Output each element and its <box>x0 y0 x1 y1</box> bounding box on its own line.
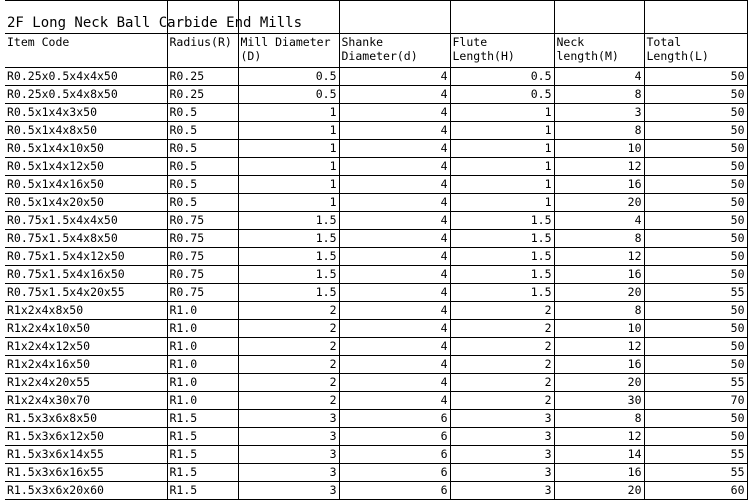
cell-flute-length[interactable]: 1.5 <box>450 266 554 284</box>
cell-radius[interactable]: R0.75 <box>167 212 238 230</box>
cell-shank-diameter[interactable]: 4 <box>339 284 450 302</box>
header-item-code[interactable]: Item Code <box>5 34 167 68</box>
cell-item-code[interactable]: R1.5x3x6x16x55 <box>5 464 167 482</box>
cell-item-code[interactable]: R0.5x1x4x16x50 <box>5 176 167 194</box>
header-shank-diameter[interactable]: Shanke Diameter(d) <box>339 34 450 68</box>
cell-flute-length[interactable]: 1 <box>450 140 554 158</box>
cell-shank-diameter[interactable]: 4 <box>339 68 450 86</box>
cell-item-code[interactable]: R1.5x3x6x8x50 <box>5 410 167 428</box>
empty-cell[interactable] <box>450 1 554 34</box>
table-row <box>5 176 747 194</box>
end-mills-table <box>5 0 748 500</box>
table-row <box>5 248 747 266</box>
table-row <box>5 140 747 158</box>
cell-mill-diameter[interactable]: 2 <box>238 356 339 374</box>
cell-total-length[interactable]: 50 <box>644 122 747 140</box>
cell-total-length[interactable]: 50 <box>644 140 747 158</box>
cell-total-length[interactable]: 50 <box>644 176 747 194</box>
table-row <box>5 284 747 302</box>
cell-radius[interactable]: R0.25 <box>167 68 238 86</box>
cell-mill-diameter[interactable]: 0.5 <box>238 68 339 86</box>
cell-mill-diameter[interactable]: 1.5 <box>238 266 339 284</box>
cell-mill-diameter[interactable]: 3 <box>238 464 339 482</box>
cell-total-length[interactable]: 50 <box>644 230 747 248</box>
cell-flute-length[interactable]: 1 <box>450 194 554 212</box>
cell-item-code[interactable]: R1x2x4x10x50 <box>5 320 167 338</box>
cell-mill-diameter[interactable]: 1 <box>238 140 339 158</box>
cell-shank-diameter[interactable]: 4 <box>339 86 450 104</box>
header-total-length[interactable]: Total Length(L) <box>644 34 747 68</box>
cell-total-length[interactable]: 50 <box>644 338 747 356</box>
cell-item-code[interactable]: R1.5x3x6x14x55 <box>5 446 167 464</box>
table-row <box>5 482 747 500</box>
cell-flute-length[interactable]: 3 <box>450 410 554 428</box>
cell-item-code[interactable]: R0.75x1.5x4x4x50 <box>5 212 167 230</box>
table-row <box>5 428 747 446</box>
cell-item-code[interactable]: R0.25x0.5x4x8x50 <box>5 86 167 104</box>
cell-flute-length[interactable]: 1.5 <box>450 248 554 266</box>
cell-total-length[interactable]: 50 <box>644 356 747 374</box>
cell-flute-length[interactable]: 3 <box>450 464 554 482</box>
cell-neck-length[interactable]: 10 <box>554 320 644 338</box>
table-row <box>5 464 747 482</box>
cell-flute-length[interactable]: 1.5 <box>450 212 554 230</box>
cell-flute-length[interactable]: 2 <box>450 392 554 410</box>
cell-total-length[interactable]: 55 <box>644 284 747 302</box>
cell-neck-length[interactable]: 8 <box>554 302 644 320</box>
cell-flute-length[interactable]: 3 <box>450 428 554 446</box>
cell-neck-length[interactable]: 20 <box>554 284 644 302</box>
cell-shank-diameter[interactable]: 4 <box>339 212 450 230</box>
cell-flute-length[interactable]: 2 <box>450 320 554 338</box>
cell-item-code[interactable]: R1.5x3x6x20x60 <box>5 482 167 500</box>
cell-item-code[interactable]: R1x2x4x16x50 <box>5 356 167 374</box>
empty-cell[interactable] <box>644 1 747 34</box>
cell-radius[interactable]: R1.5 <box>167 482 238 500</box>
table-row <box>5 446 747 464</box>
cell-flute-length[interactable]: 1 <box>450 176 554 194</box>
cell-mill-diameter[interactable]: 0.5 <box>238 86 339 104</box>
cell-mill-diameter[interactable]: 1.5 <box>238 248 339 266</box>
cell-total-length[interactable]: 60 <box>644 482 747 500</box>
cell-shank-diameter[interactable]: 6 <box>339 446 450 464</box>
cell-flute-length[interactable]: 3 <box>450 482 554 500</box>
table-row <box>5 374 747 392</box>
cell-total-length[interactable]: 55 <box>644 446 747 464</box>
cell-mill-diameter[interactable]: 1 <box>238 158 339 176</box>
table-row <box>5 410 747 428</box>
cell-neck-length[interactable]: 4 <box>554 212 644 230</box>
empty-cell[interactable] <box>554 1 644 34</box>
cell-neck-length[interactable]: 8 <box>554 122 644 140</box>
table-row <box>5 338 747 356</box>
cell-radius[interactable]: R0.75 <box>167 266 238 284</box>
cell-mill-diameter[interactable]: 3 <box>238 482 339 500</box>
cell-shank-diameter[interactable]: 6 <box>339 410 450 428</box>
cell-radius[interactable]: R0.5 <box>167 158 238 176</box>
cell-item-code[interactable]: R0.25x0.5x4x4x50 <box>5 68 167 86</box>
cell-mill-diameter[interactable]: 2 <box>238 374 339 392</box>
header-mill-diameter[interactable]: Mill Diameter (D) <box>238 34 339 68</box>
cell-shank-diameter[interactable]: 4 <box>339 230 450 248</box>
title-row <box>5 1 747 34</box>
header-flute-length[interactable]: Flute Length(H) <box>450 34 554 68</box>
cell-shank-diameter[interactable]: 4 <box>339 248 450 266</box>
cell-total-length[interactable]: 50 <box>644 212 747 230</box>
cell-neck-length[interactable]: 16 <box>554 266 644 284</box>
cell-shank-diameter[interactable]: 6 <box>339 482 450 500</box>
cell-total-length[interactable]: 50 <box>644 158 747 176</box>
cell-flute-length[interactable]: 2 <box>450 338 554 356</box>
cell-mill-diameter[interactable]: 1 <box>238 176 339 194</box>
cell-flute-length[interactable]: 1.5 <box>450 230 554 248</box>
cell-neck-length[interactable]: 20 <box>554 194 644 212</box>
cell-item-code[interactable]: R0.75x1.5x4x20x55 <box>5 284 167 302</box>
cell-radius[interactable]: R1.0 <box>167 302 238 320</box>
cell-total-length[interactable]: 50 <box>644 428 747 446</box>
cell-item-code[interactable]: R1.5x3x6x12x50 <box>5 428 167 446</box>
cell-neck-length[interactable]: 20 <box>554 482 644 500</box>
empty-cell[interactable] <box>339 1 450 34</box>
table-row <box>5 320 747 338</box>
cell-neck-length[interactable]: 14 <box>554 446 644 464</box>
table-row <box>5 68 747 86</box>
cell-neck-length[interactable]: 12 <box>554 338 644 356</box>
cell-shank-diameter[interactable]: 4 <box>339 302 450 320</box>
cell-total-length[interactable]: 55 <box>644 374 747 392</box>
cell-mill-diameter[interactable]: 2 <box>238 320 339 338</box>
cell-radius[interactable]: R0.5 <box>167 194 238 212</box>
cell-shank-diameter[interactable]: 4 <box>339 320 450 338</box>
cell-shank-diameter[interactable]: 4 <box>339 338 450 356</box>
cell-item-code[interactable]: R0.75x1.5x4x12x50 <box>5 248 167 266</box>
sheet-title[interactable]: 2F Long Neck Ball Carbide End Mills <box>5 1 167 34</box>
spreadsheet <box>5 0 747 500</box>
table-row <box>5 392 747 410</box>
cell-neck-length[interactable]: 16 <box>554 176 644 194</box>
cell-mill-diameter[interactable]: 2 <box>238 338 339 356</box>
cell-mill-diameter[interactable]: 3 <box>238 446 339 464</box>
cell-radius[interactable]: R0.5 <box>167 140 238 158</box>
cell-mill-diameter[interactable]: 2 <box>238 302 339 320</box>
cell-item-code[interactable]: R0.5x1x4x12x50 <box>5 158 167 176</box>
cell-neck-length[interactable]: 10 <box>554 140 644 158</box>
cell-flute-length[interactable]: 1 <box>450 104 554 122</box>
cell-flute-length[interactable]: 2 <box>450 302 554 320</box>
cell-total-length[interactable]: 50 <box>644 302 747 320</box>
cell-item-code[interactable]: R0.75x1.5x4x8x50 <box>5 230 167 248</box>
cell-radius[interactable]: R1.0 <box>167 338 238 356</box>
table-row <box>5 158 747 176</box>
cell-radius[interactable]: R1.0 <box>167 356 238 374</box>
header-row <box>5 34 747 68</box>
cell-mill-diameter[interactable]: 1 <box>238 122 339 140</box>
cell-shank-diameter[interactable]: 4 <box>339 266 450 284</box>
cell-shank-diameter[interactable]: 4 <box>339 122 450 140</box>
cell-mill-diameter[interactable]: 1.5 <box>238 284 339 302</box>
cell-mill-diameter[interactable]: 1 <box>238 194 339 212</box>
cell-total-length[interactable]: 50 <box>644 68 747 86</box>
cell-flute-length[interactable]: 0.5 <box>450 86 554 104</box>
cell-neck-length[interactable]: 12 <box>554 248 644 266</box>
cell-shank-diameter[interactable]: 4 <box>339 140 450 158</box>
cell-shank-diameter[interactable]: 4 <box>339 176 450 194</box>
cell-shank-diameter[interactable]: 4 <box>339 158 450 176</box>
cell-neck-length[interactable]: 3 <box>554 104 644 122</box>
cell-mill-diameter[interactable]: 2 <box>238 392 339 410</box>
cell-radius[interactable]: R0.75 <box>167 284 238 302</box>
cell-flute-length[interactable]: 3 <box>450 446 554 464</box>
table-row <box>5 302 747 320</box>
table-row <box>5 122 747 140</box>
cell-radius[interactable]: R0.75 <box>167 248 238 266</box>
cell-total-length[interactable]: 50 <box>644 410 747 428</box>
cell-radius[interactable]: R1.5 <box>167 410 238 428</box>
table-row <box>5 104 747 122</box>
cell-radius[interactable]: R1.0 <box>167 374 238 392</box>
cell-radius[interactable]: R1.5 <box>167 428 238 446</box>
cell-item-code[interactable]: R0.5x1x4x10x50 <box>5 140 167 158</box>
cell-neck-length[interactable]: 8 <box>554 86 644 104</box>
cell-total-length[interactable]: 70 <box>644 392 747 410</box>
cell-neck-length[interactable]: 30 <box>554 392 644 410</box>
cell-flute-length[interactable]: 1.5 <box>450 284 554 302</box>
cell-neck-length[interactable]: 4 <box>554 68 644 86</box>
cell-neck-length[interactable]: 12 <box>554 428 644 446</box>
cell-neck-length[interactable]: 16 <box>554 356 644 374</box>
cell-total-length[interactable]: 50 <box>644 194 747 212</box>
cell-neck-length[interactable]: 12 <box>554 158 644 176</box>
cell-mill-diameter[interactable]: 3 <box>238 428 339 446</box>
cell-mill-diameter[interactable]: 1 <box>238 104 339 122</box>
cell-shank-diameter[interactable]: 4 <box>339 392 450 410</box>
cell-shank-diameter[interactable]: 4 <box>339 104 450 122</box>
cell-flute-length[interactable]: 1 <box>450 158 554 176</box>
cell-shank-diameter[interactable]: 6 <box>339 464 450 482</box>
cell-radius[interactable]: R1.0 <box>167 392 238 410</box>
header-radius[interactable]: Radius(R) <box>167 34 238 68</box>
cell-total-length[interactable]: 55 <box>644 464 747 482</box>
cell-mill-diameter[interactable]: 1.5 <box>238 212 339 230</box>
cell-shank-diameter[interactable]: 4 <box>339 356 450 374</box>
cell-radius[interactable]: R0.25 <box>167 86 238 104</box>
cell-item-code[interactable]: R0.75x1.5x4x16x50 <box>5 266 167 284</box>
cell-mill-diameter[interactable]: 3 <box>238 410 339 428</box>
cell-flute-length[interactable]: 2 <box>450 356 554 374</box>
cell-total-length[interactable]: 50 <box>644 86 747 104</box>
cell-flute-length[interactable]: 2 <box>450 374 554 392</box>
cell-total-length[interactable]: 50 <box>644 248 747 266</box>
cell-shank-diameter[interactable]: 4 <box>339 374 450 392</box>
cell-radius[interactable]: R1.5 <box>167 446 238 464</box>
cell-item-code[interactable]: R0.5x1x4x8x50 <box>5 122 167 140</box>
cell-item-code[interactable]: R1x2x4x8x50 <box>5 302 167 320</box>
cell-total-length[interactable]: 50 <box>644 104 747 122</box>
cell-flute-length[interactable]: 1 <box>450 122 554 140</box>
cell-radius[interactable]: R0.5 <box>167 122 238 140</box>
cell-item-code[interactable]: R1x2x4x20x55 <box>5 374 167 392</box>
cell-radius[interactable]: R1.5 <box>167 464 238 482</box>
table-row <box>5 86 747 104</box>
cell-neck-length[interactable]: 16 <box>554 464 644 482</box>
cell-radius[interactable]: R0.5 <box>167 104 238 122</box>
table-row <box>5 230 747 248</box>
cell-neck-length[interactable]: 8 <box>554 230 644 248</box>
cell-item-code[interactable]: R0.5x1x4x3x50 <box>5 104 167 122</box>
cell-radius[interactable]: R0.75 <box>167 230 238 248</box>
cell-shank-diameter[interactable]: 4 <box>339 194 450 212</box>
header-neck-length[interactable]: Neck length(M) <box>554 34 644 68</box>
cell-neck-length[interactable]: 20 <box>554 374 644 392</box>
cell-item-code[interactable]: R1x2x4x12x50 <box>5 338 167 356</box>
cell-total-length[interactable]: 50 <box>644 266 747 284</box>
cell-shank-diameter[interactable]: 6 <box>339 428 450 446</box>
cell-total-length[interactable]: 50 <box>644 320 747 338</box>
table-row <box>5 356 747 374</box>
cell-item-code[interactable]: R0.5x1x4x20x50 <box>5 194 167 212</box>
cell-item-code[interactable]: R1x2x4x30x70 <box>5 392 167 410</box>
cell-mill-diameter[interactable]: 1.5 <box>238 230 339 248</box>
table-row <box>5 194 747 212</box>
table-row <box>5 212 747 230</box>
cell-radius[interactable]: R1.0 <box>167 320 238 338</box>
cell-neck-length[interactable]: 8 <box>554 410 644 428</box>
table-row <box>5 266 747 284</box>
cell-radius[interactable]: R0.5 <box>167 176 238 194</box>
cell-flute-length[interactable]: 0.5 <box>450 68 554 86</box>
